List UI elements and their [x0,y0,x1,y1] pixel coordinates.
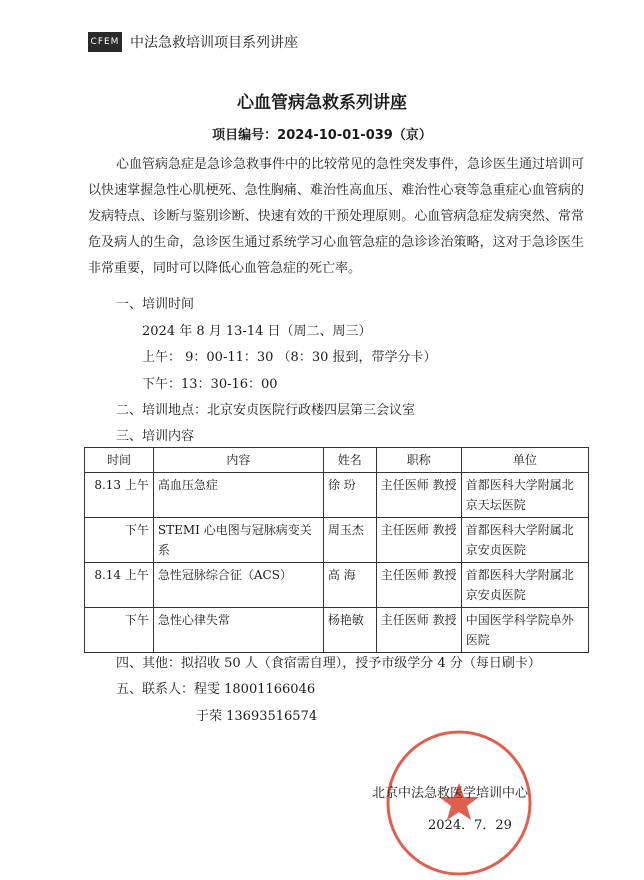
section-training-content-heading: 三、培训内容 [116,429,195,444]
row-topic: 急性心律失常 [153,608,323,653]
section-other: 四、其他：拟招收 50 人（食宿需自理），授予市级学分 4 分（每日刷卡） [116,656,541,671]
table-row [85,608,589,653]
header-title: 中法急救培训项目系列讲座 [130,35,298,51]
header-unit: 单位 [461,448,588,473]
section-training-time-heading: 一、培训时间 [116,297,195,312]
row-time: 8.13 上午 [85,473,154,518]
row-name: 徐 玢 [323,473,376,518]
official-seal [384,728,534,878]
row-topic: 高血压急症 [153,473,323,518]
signature-date: 2024．7．29 [428,818,512,833]
schedule-header-row [85,448,589,473]
row-title: 主任医师 教授 [376,563,461,608]
document-header [88,32,298,52]
row-time: 8.14 上午 [85,563,154,608]
training-date: 2024 年 8 月 13-14 日（周二、周三） [142,324,372,339]
document-title: 心血管病急救系列讲座 [237,93,407,113]
header-time: 时间 [85,448,154,473]
table-row [85,473,589,518]
row-unit: 中国医学科学院阜外医院 [461,608,588,653]
table-row [85,518,589,563]
row-title: 主任医师 教授 [376,608,461,653]
organization-logo: CFEM [88,32,122,52]
header-name: 姓名 [323,448,376,473]
project-number: 项目编号：2024-10-01-039（京） [212,128,432,143]
training-morning: 上午： 9：00-11：30 （8：30 报到，带学分卡） [142,350,437,365]
row-name: 周玉杰 [323,518,376,563]
training-afternoon: 下午：13：30-16：00 [142,377,278,392]
row-topic: 急性冠脉综合征（ACS） [153,563,323,608]
section-training-location: 二、培训地点：北京安贞医院行政楼四层第三会议室 [116,403,416,418]
contact-secondary: 于荣 13693516574 [196,709,318,724]
table-row [85,563,589,608]
schedule-table [84,447,589,653]
row-unit: 首都医科大学附属北京安贞医院 [461,563,588,608]
row-time: 下午 [85,518,154,563]
row-unit: 首都医科大学附属北京天坛医院 [461,473,588,518]
row-time: 下午 [85,608,154,653]
header-topic: 内容 [153,448,323,473]
row-unit: 首都医科大学附属北京安贞医院 [461,518,588,563]
row-title: 主任医师 教授 [376,518,461,563]
intro-paragraph: 心血管病急症是急诊急救事件中的比较常见的急性突发事件，急诊医生通过培训可以快速掌握急性心肌梗死、急性胸痛、难治性高血压、难治性心衰等急重症心血管病的发病特点、诊断与鉴别诊断、快速有效的干预处理原则。心血管病急症发病突然、常常危及病人的生命，急诊医生通过系统学习心血管急症的急诊诊治策略，这对于急诊医生非常重要，同时可以降低心血管急症的死亡率。 [88,157,585,276]
row-name: 高 海 [323,563,376,608]
row-title: 主任医师 教授 [376,473,461,518]
section-contact-heading: 五、联系人：程雯 18001166046 [116,682,316,697]
header-title-rank: 职称 [376,448,461,473]
signature-organization: 北京中法急救医学培训中心 [372,786,529,801]
row-name: 杨艳敏 [323,608,376,653]
row-topic: STEMI 心电图与冠脉病变关系 [153,518,323,563]
